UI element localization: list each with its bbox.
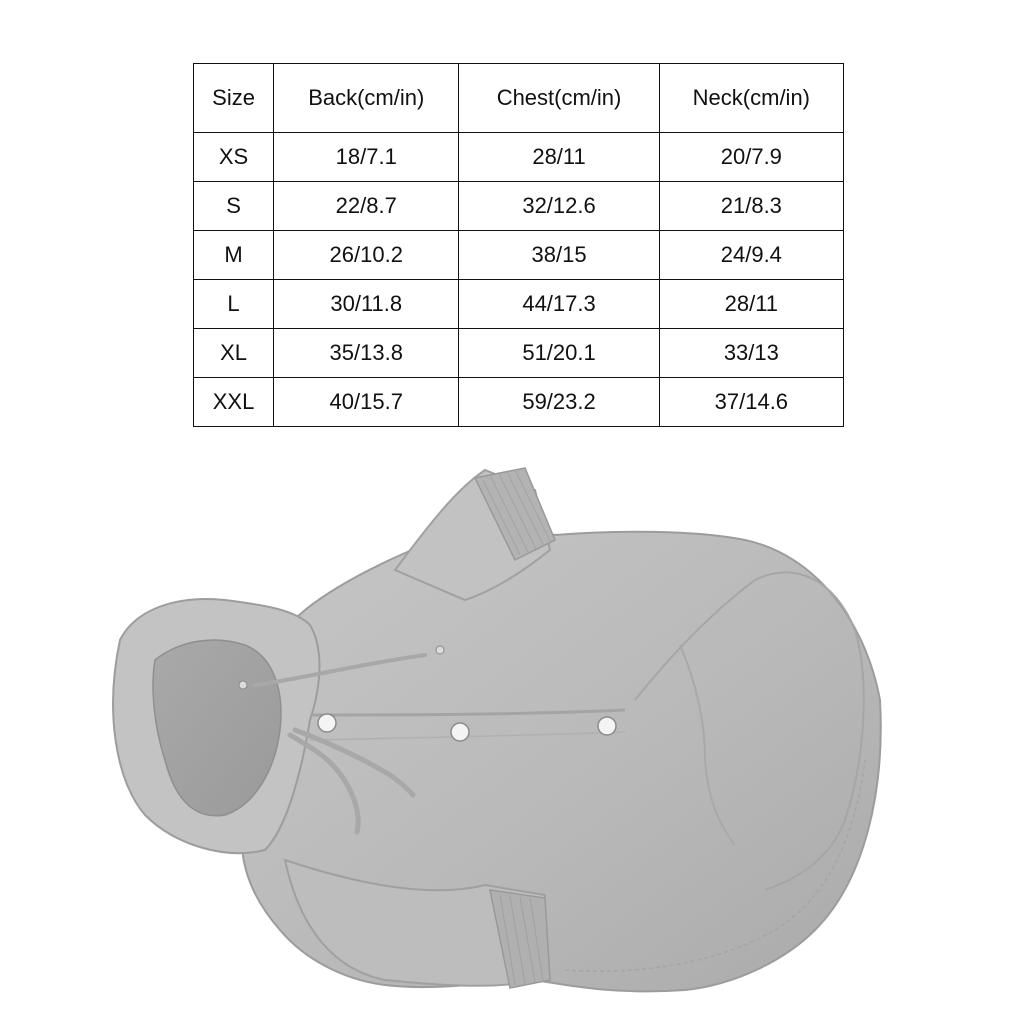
- header-neck: Neck(cm/in): [659, 64, 843, 133]
- table-row: [194, 182, 844, 231]
- size-cell: M: [194, 231, 274, 280]
- size-chart-table: [193, 63, 844, 427]
- neck-cell: 24/9.4: [659, 231, 843, 280]
- table-row: [194, 133, 844, 182]
- header-chest: Chest(cm/in): [459, 64, 659, 133]
- header-back: Back(cm/in): [274, 64, 459, 133]
- back-cell: 35/13.8: [274, 329, 459, 378]
- chest-cell: 59/23.2: [459, 378, 659, 427]
- size-cell: XL: [194, 329, 274, 378]
- chest-cell: 38/15: [459, 231, 659, 280]
- gray-pet-hoodie-image: [95, 460, 895, 1005]
- chest-cell: 44/17.3: [459, 280, 659, 329]
- grommet: [436, 646, 444, 654]
- table-row: [194, 280, 844, 329]
- snap-button: [451, 723, 469, 741]
- table-header-row: [194, 64, 844, 133]
- snap-button: [598, 717, 616, 735]
- neck-cell: 33/13: [659, 329, 843, 378]
- back-cell: 30/11.8: [274, 280, 459, 329]
- neck-cell: 28/11: [659, 280, 843, 329]
- chest-cell: 51/20.1: [459, 329, 659, 378]
- size-cell: XXL: [194, 378, 274, 427]
- back-cell: 18/7.1: [274, 133, 459, 182]
- table-row: [194, 378, 844, 427]
- back-cell: 40/15.7: [274, 378, 459, 427]
- neck-cell: 21/8.3: [659, 182, 843, 231]
- size-cell: L: [194, 280, 274, 329]
- header-size: Size: [194, 64, 274, 133]
- snap-button: [318, 714, 336, 732]
- chest-cell: 28/11: [459, 133, 659, 182]
- size-cell: S: [194, 182, 274, 231]
- size-cell: XS: [194, 133, 274, 182]
- back-cell: 26/10.2: [274, 231, 459, 280]
- neck-cell: 20/7.9: [659, 133, 843, 182]
- chest-cell: 32/12.6: [459, 182, 659, 231]
- neck-cell: 37/14.6: [659, 378, 843, 427]
- grommet: [239, 681, 247, 689]
- table-row: [194, 231, 844, 280]
- table-row: [194, 329, 844, 378]
- back-cell: 22/8.7: [274, 182, 459, 231]
